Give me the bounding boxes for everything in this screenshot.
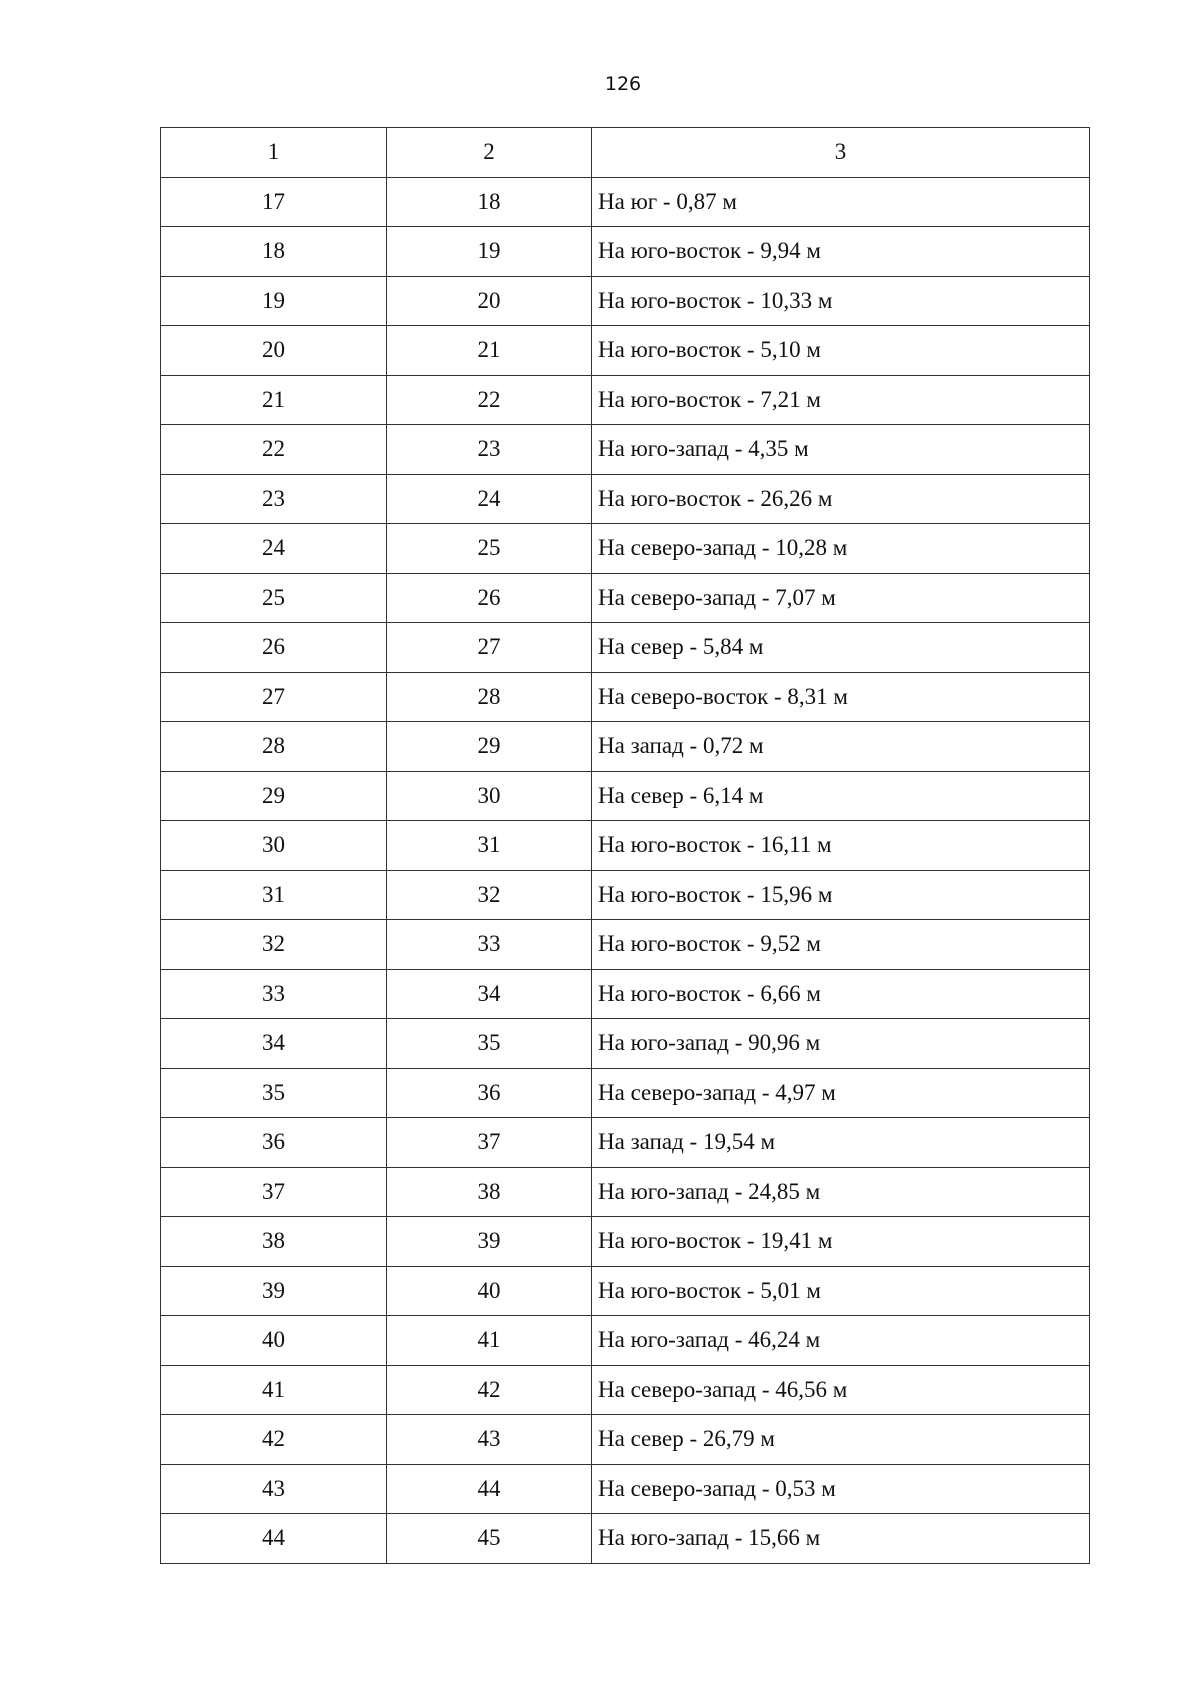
from-point-cell: 18	[161, 227, 387, 277]
table-row	[161, 524, 1090, 574]
from-point-cell: 41	[161, 1365, 387, 1415]
table-row	[161, 375, 1090, 425]
from-point-cell: 17	[161, 177, 387, 227]
from-point-cell: 19	[161, 276, 387, 326]
from-point-cell: 27	[161, 672, 387, 722]
to-point-cell: 22	[387, 375, 592, 425]
from-point-cell: 43	[161, 1464, 387, 1514]
from-point-cell: 23	[161, 474, 387, 524]
table-row	[161, 1118, 1090, 1168]
direction-distance-cell: На юго-запад - 15,66 м	[592, 1514, 1090, 1564]
from-point-cell: 26	[161, 623, 387, 673]
table-row	[161, 326, 1090, 376]
from-point-cell: 44	[161, 1514, 387, 1564]
direction-distance-cell: На юго-запад - 4,35 м	[592, 425, 1090, 475]
from-point-cell: 28	[161, 722, 387, 772]
direction-distance-cell: На юго-восток - 10,33 м	[592, 276, 1090, 326]
table-row	[161, 1365, 1090, 1415]
to-point-cell: 20	[387, 276, 592, 326]
to-point-cell: 45	[387, 1514, 592, 1564]
table-row	[161, 771, 1090, 821]
to-point-cell: 43	[387, 1415, 592, 1465]
direction-distance-cell: На северо-запад - 0,53 м	[592, 1464, 1090, 1514]
from-point-cell: 24	[161, 524, 387, 574]
table-row	[161, 672, 1090, 722]
to-point-cell: 21	[387, 326, 592, 376]
from-point-cell: 33	[161, 969, 387, 1019]
direction-distance-cell: На юго-восток - 15,96 м	[592, 870, 1090, 920]
to-point-cell: 39	[387, 1217, 592, 1267]
to-point-cell: 41	[387, 1316, 592, 1366]
to-point-cell: 29	[387, 722, 592, 772]
from-point-cell: 42	[161, 1415, 387, 1465]
direction-distance-cell: На юго-восток - 19,41 м	[592, 1217, 1090, 1267]
from-point-cell: 21	[161, 375, 387, 425]
table-row	[161, 870, 1090, 920]
header-cell-1: 1	[161, 128, 387, 178]
direction-distance-cell: На северо-запад - 46,56 м	[592, 1365, 1090, 1415]
to-point-cell: 35	[387, 1019, 592, 1069]
direction-distance-cell: На север - 26,79 м	[592, 1415, 1090, 1465]
table-row	[161, 1514, 1090, 1564]
table-row	[161, 722, 1090, 772]
table-header-row	[161, 128, 1090, 178]
table-row	[161, 177, 1090, 227]
to-point-cell: 25	[387, 524, 592, 574]
direction-distance-cell: На запад - 19,54 м	[592, 1118, 1090, 1168]
table-row	[161, 276, 1090, 326]
to-point-cell: 18	[387, 177, 592, 227]
from-point-cell: 31	[161, 870, 387, 920]
direction-distance-cell: На север - 5,84 м	[592, 623, 1090, 673]
page-number: 126	[604, 73, 642, 95]
to-point-cell: 26	[387, 573, 592, 623]
to-point-cell: 38	[387, 1167, 592, 1217]
from-point-cell: 32	[161, 920, 387, 970]
direction-distance-cell: На северо-восток - 8,31 м	[592, 672, 1090, 722]
from-point-cell: 20	[161, 326, 387, 376]
to-point-cell: 42	[387, 1365, 592, 1415]
direction-distance-cell: На север - 6,14 м	[592, 771, 1090, 821]
from-point-cell: 35	[161, 1068, 387, 1118]
table-row	[161, 1464, 1090, 1514]
to-point-cell: 19	[387, 227, 592, 277]
from-point-cell: 30	[161, 821, 387, 871]
from-point-cell: 29	[161, 771, 387, 821]
table-row	[161, 920, 1090, 970]
table-row	[161, 1316, 1090, 1366]
to-point-cell: 32	[387, 870, 592, 920]
table-row	[161, 227, 1090, 277]
table-row	[161, 821, 1090, 871]
table-row	[161, 1415, 1090, 1465]
to-point-cell: 33	[387, 920, 592, 970]
direction-distance-cell: На северо-запад - 4,97 м	[592, 1068, 1090, 1118]
boundary-table	[160, 127, 1090, 1564]
header-cell-2: 2	[387, 128, 592, 178]
direction-distance-cell: На юго-восток - 16,11 м	[592, 821, 1090, 871]
table-row	[161, 1266, 1090, 1316]
table-row	[161, 623, 1090, 673]
table-body	[161, 128, 1090, 1564]
direction-distance-cell: На юго-запад - 90,96 м	[592, 1019, 1090, 1069]
direction-distance-cell: На юго-восток - 7,21 м	[592, 375, 1090, 425]
header-cell-3: 3	[592, 128, 1090, 178]
from-point-cell: 22	[161, 425, 387, 475]
to-point-cell: 24	[387, 474, 592, 524]
to-point-cell: 37	[387, 1118, 592, 1168]
direction-distance-cell: На северо-запад - 10,28 м	[592, 524, 1090, 574]
to-point-cell: 23	[387, 425, 592, 475]
to-point-cell: 44	[387, 1464, 592, 1514]
from-point-cell: 34	[161, 1019, 387, 1069]
direction-distance-cell: На юг - 0,87 м	[592, 177, 1090, 227]
from-point-cell: 39	[161, 1266, 387, 1316]
direction-distance-cell: На северо-запад - 7,07 м	[592, 573, 1090, 623]
direction-distance-cell: На юго-восток - 5,01 м	[592, 1266, 1090, 1316]
from-point-cell: 25	[161, 573, 387, 623]
table-row	[161, 1217, 1090, 1267]
direction-distance-cell: На юго-восток - 5,10 м	[592, 326, 1090, 376]
from-point-cell: 36	[161, 1118, 387, 1168]
to-point-cell: 30	[387, 771, 592, 821]
table-row	[161, 573, 1090, 623]
from-point-cell: 37	[161, 1167, 387, 1217]
to-point-cell: 28	[387, 672, 592, 722]
direction-distance-cell: На запад - 0,72 м	[592, 722, 1090, 772]
direction-distance-cell: На юго-восток - 9,94 м	[592, 227, 1090, 277]
table-row	[161, 1167, 1090, 1217]
table-row	[161, 1019, 1090, 1069]
direction-distance-cell: На юго-восток - 9,52 м	[592, 920, 1090, 970]
table-row	[161, 474, 1090, 524]
from-point-cell: 38	[161, 1217, 387, 1267]
from-point-cell: 40	[161, 1316, 387, 1366]
direction-distance-cell: На юго-запад - 24,85 м	[592, 1167, 1090, 1217]
to-point-cell: 34	[387, 969, 592, 1019]
table-row	[161, 969, 1090, 1019]
to-point-cell: 31	[387, 821, 592, 871]
to-point-cell: 27	[387, 623, 592, 673]
to-point-cell: 40	[387, 1266, 592, 1316]
table-row	[161, 425, 1090, 475]
direction-distance-cell: На юго-восток - 26,26 м	[592, 474, 1090, 524]
direction-distance-cell: На юго-запад - 46,24 м	[592, 1316, 1090, 1366]
table-row	[161, 1068, 1090, 1118]
direction-distance-cell: На юго-восток - 6,66 м	[592, 969, 1090, 1019]
to-point-cell: 36	[387, 1068, 592, 1118]
